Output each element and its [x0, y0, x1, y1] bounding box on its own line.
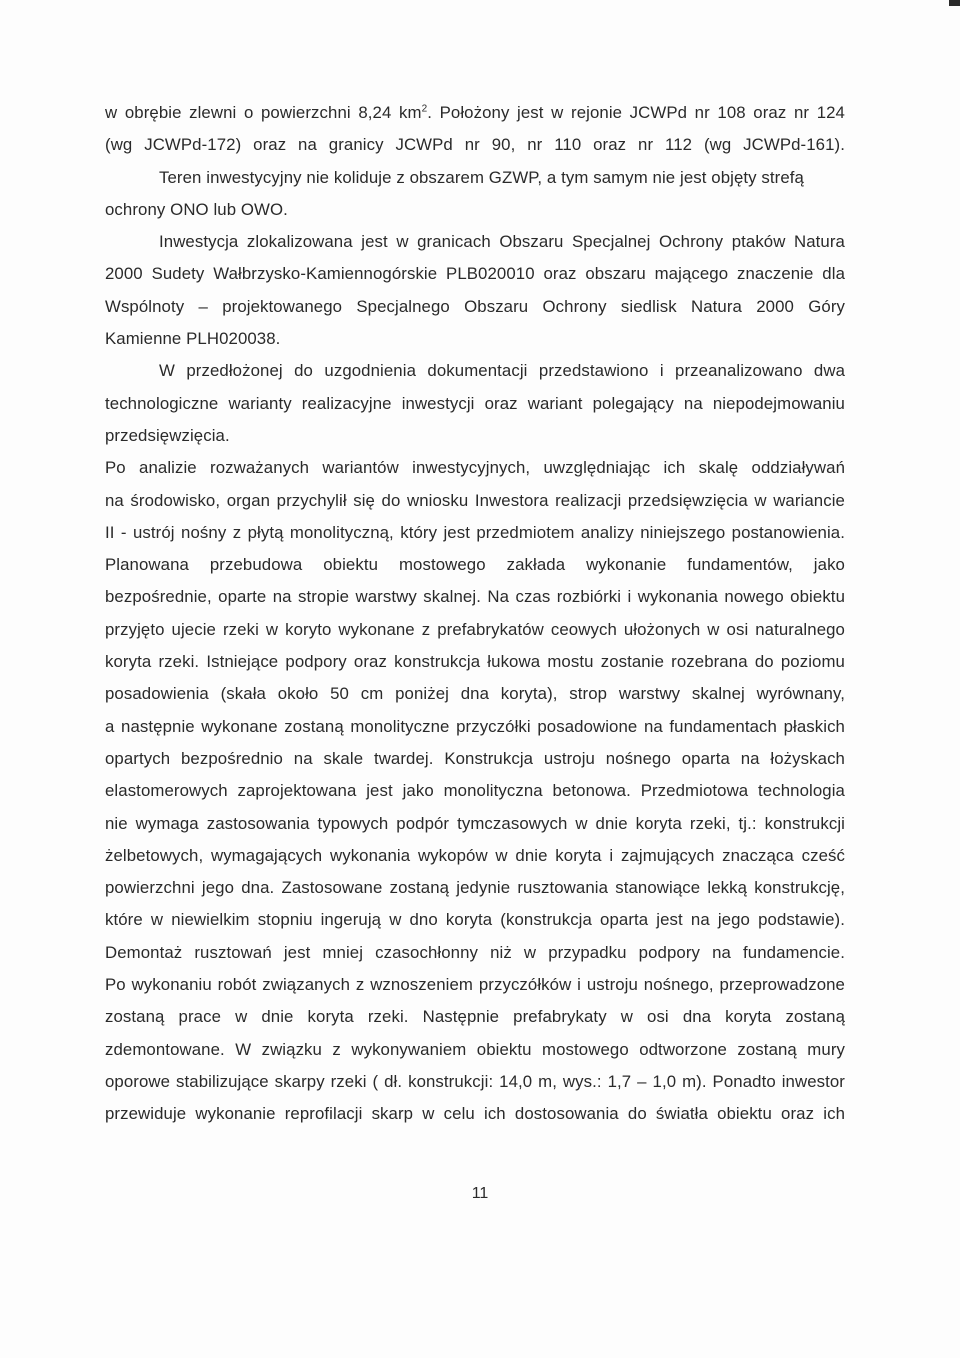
text-line-22: elastomerowych zaprojektowana jest jako monolityczna betonowa. Przedmiotowa technologia [105, 781, 845, 801]
text-line-2: (wg JCWPd-172) oraz na granicy JCWPd nr 90, nr 110 oraz nr 112 (wg JCWPd-161). [105, 135, 845, 155]
text-line-4: ochrony ONO lub OWO. [105, 199, 288, 219]
text-line-31: oporowe stabilizujące skarpy rzeki ( dł. konstrukcji: 14,0 m, wys.: 1,7 – 1,0 m). Ponadto inwestor [105, 1071, 845, 1091]
text-line-17: przyjęto ujecie rzeki w koryto wykonane z prefabrykatów ceowych ułożonych w osi naturalnego [105, 619, 845, 639]
text-line-32: przewiduje wykonanie reprofilacji skarp w celu ich dostosowania do światła obiektu oraz ich [105, 1104, 845, 1124]
text-line-13: na środowisko, organ przychylił się do wniosku Inwestora realizacji przedsięwzięcia w wariancie [105, 490, 845, 510]
text-line-19: posadowienia (skała około 50 cm poniżej dna koryta), strop warstwy skalnej wyrównany, [105, 684, 845, 704]
text-line-26: które w niewielkim stopniu ingerują w dno koryta (konstrukcja oparta jest na jego podstawie). [105, 910, 845, 930]
text-line-11: przedsięwzięcia. [105, 425, 230, 445]
text-line-8: Kamienne PLH020038. [105, 329, 281, 349]
text-line-23: nie wymaga zastosowania typowych podpór tymczasowych w dnie koryta rzeki, tj.: konstrukcji [105, 813, 845, 833]
text-line-16: bezpośrednie, oparte na stropie warstwy skalnej. Na czas rozbiórki i wykonania nowego obiektu [105, 587, 845, 607]
text-line-30: zdemontowane. W związku z wykonywaniem obiektu mostowego odtworzone zostaną mury [105, 1039, 845, 1059]
text-line-9: W przedłożonej do uzgodnienia dokumentacji przedstawiono i przeanalizowano dwa [159, 361, 845, 381]
text-line-27: Demontaż rusztowań jest mniej czasochłonny niż w przypadku podpory na fundamencie. [105, 942, 845, 962]
text-line-25: powierzchni jego dna. Zastosowane zostaną jedynie rusztowania stanowiące lekką konstrukcję, [105, 878, 845, 898]
text-line-28: Po wykonaniu robót związanych z wznoszeniem przyczółków i ustroju nośnego, przeprowadzone [105, 975, 845, 995]
text-line-20: a następnie wykonane zostaną monolityczne przyczółki posadowione na fundamentach płaskich [105, 716, 845, 736]
corner-mark [949, 0, 960, 6]
body-text [105, 97, 845, 1131]
text-line-3: Teren inwestycyjny nie koliduje z obszarem GZWP, a tym samym nie jest objęty strefą [159, 167, 804, 187]
text-line-10: technologiczne warianty realizacyjne inwestycji oraz wariant polegający na niepodejmowaniu [105, 393, 845, 413]
text-line-12: Po analizie rozważanych wariantów inwestycyjnych, uwzględniając ich skalę oddziaływań [105, 458, 845, 478]
text-line-29: zostaną prace w dnie koryta rzeki. Następnie prefabrykaty w osi dna koryta zostaną [105, 1007, 845, 1027]
text-line-5: Inwestycja zlokalizowana jest w granicach Obszaru Specjalnej Ochrony ptaków Natura [159, 232, 845, 252]
page-number: 11 [471, 1185, 489, 1202]
text-line-1: w obrębie zlewni o powierzchni 8,24 $km^2$. Położony jest w rejonie JCWPd nr 108 oraz nr 124 [105, 103, 845, 122]
text-line-14: II - ustrój nośny z płytą monolityczną, który jest przedmiotem analizy niniejszego postanowienia. [105, 522, 845, 542]
text-line-21: opartych bezpośrednio na skale twardej. Konstrukcja ustroju nośnego oparta na łożyskach [105, 748, 845, 768]
text-line-24: żelbetowych, wymagających wykonania wykopów w dnie koryta i zajmujących znacząca cześć [105, 845, 845, 865]
text-line-6: 2000 Sudety Wałbrzysko-Kamiennogórskie PLB020010 oraz obszaru mającego znaczenie dla [105, 264, 845, 284]
text-line-15: Planowana przebudowa obiektu mostowego zakłada wykonanie fundamentów, jako [105, 555, 845, 575]
text-line-18: koryta rzeki. Istniejące podpory oraz konstrukcja łukowa mostu zostanie rozebrana do poziomu [105, 652, 845, 672]
text-line-7: Wspólnoty – projektowanego Specjalnego Obszaru Ochrony siedlisk Natura 2000 Góry [105, 296, 845, 316]
